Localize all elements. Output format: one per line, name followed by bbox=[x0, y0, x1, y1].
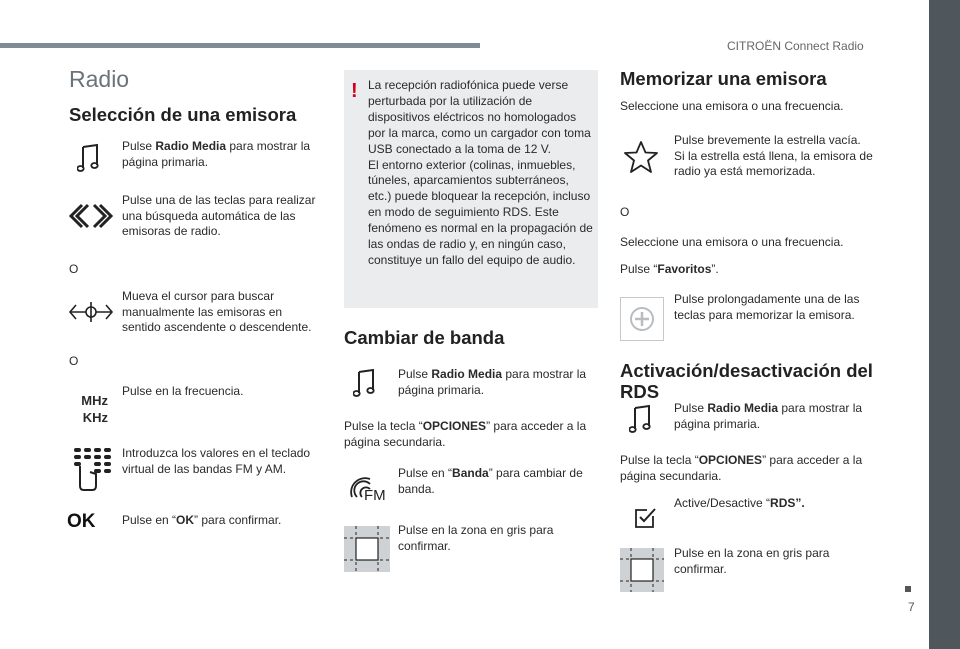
fm-label: FM bbox=[364, 487, 386, 504]
step-radio-media-2: Pulse Radio Media para mostrar la página primaria. bbox=[398, 367, 587, 397]
star-icon bbox=[622, 139, 660, 175]
mhz-label: MHz bbox=[81, 393, 108, 408]
warning-text: La recepción radiofónica puede verse perturbada por la utilización de dispositivos eléctricos no homologados por la marca, como un cargador con toma USB conectado a la toma de 12 V. El entorno exterior (colinas, inmuebles, túneles, aparcamientos subterráneos, etc.) puede bloquear la recepción, incluso en modo de seguimiento RDS. Este fenómeno es normal en la propagación de las ondas de radio y, en ningún caso, constituye un fallo del equipo de audio. bbox=[368, 78, 593, 267]
header-rule bbox=[0, 43, 480, 48]
step-rds-toggle: Active/Desactive “RDS”. bbox=[674, 496, 805, 510]
gray-zone-icon bbox=[344, 526, 390, 572]
intro-memorizar: Seleccione una emisora o una frecuencia. bbox=[620, 99, 844, 113]
step-gray-zone: Pulse en la zona en gris para confirmar. bbox=[398, 523, 554, 553]
step-frequency: Pulse en la frecuencia. bbox=[122, 384, 244, 398]
or-label: O bbox=[69, 262, 79, 276]
add-preset-icon bbox=[620, 297, 664, 341]
slider-cursor-icon bbox=[68, 300, 114, 324]
checkbox-icon bbox=[632, 505, 658, 531]
step-cursor: Mueva el cursor para buscar manualmente las emisoras en sentido ascendente o descendente. bbox=[122, 289, 312, 334]
gray-zone-icon bbox=[620, 548, 664, 592]
keypad-icon bbox=[72, 444, 112, 492]
or-label-3: O bbox=[620, 205, 630, 219]
warning-icon: ! bbox=[351, 80, 358, 102]
step-opciones: Pulse la tecla “OPCIONES” para acceder a la página secundaria. bbox=[344, 419, 587, 449]
page-number: 7 bbox=[908, 600, 915, 614]
step-star: Pulse brevemente la estrella vacía. Si la estrella está llena, la emisora de radio ya está memorizada. bbox=[674, 133, 873, 178]
music-note-icon bbox=[76, 142, 102, 174]
step-opciones-2: Pulse la tecla “OPCIONES” para acceder a la página secundaria. bbox=[620, 453, 863, 483]
or-label-2: O bbox=[69, 354, 79, 368]
music-note-icon bbox=[352, 367, 378, 399]
step-gray-zone-2: Pulse en la zona en gris para confirmar. bbox=[674, 546, 830, 576]
heading-seleccion: Selección de una emisora bbox=[69, 104, 297, 125]
step-banda: Pulse en “Banda” para cambiar de banda. bbox=[398, 466, 583, 496]
step-long-press: Pulse prolongadamente una de las teclas para memorizar la emisora. bbox=[674, 292, 860, 322]
ok-icon: OK bbox=[67, 511, 96, 532]
page-marker bbox=[905, 586, 911, 592]
step-seek: Pulse una de las teclas para realizar una búsqueda automática de las emisoras de radio. bbox=[122, 193, 316, 238]
seek-arrows-icon bbox=[68, 200, 114, 232]
step-keyboard: Introduzca los valores en el teclado virtual de las bandas FM y AM. bbox=[122, 446, 311, 476]
step-ok: Pulse en “OK” para confirmar. bbox=[122, 513, 282, 527]
brand-label: CITROËN Connect Radio bbox=[727, 39, 864, 53]
heading-cambiar-banda: Cambiar de banda bbox=[344, 327, 505, 348]
intro-memorizar-2: Seleccione una emisora o una frecuencia. bbox=[620, 235, 844, 249]
heading-rds: Activación/desactivación del RDS bbox=[620, 360, 873, 402]
section-title: Radio bbox=[69, 66, 130, 92]
frequency-icon bbox=[78, 392, 108, 426]
khz-label: KHz bbox=[82, 410, 108, 425]
heading-memorizar: Memorizar una emisora bbox=[620, 68, 827, 89]
fm-band-icon bbox=[346, 471, 390, 511]
step-radio-media: Pulse Radio Media para mostrar la página primaria. bbox=[122, 139, 311, 169]
side-tab bbox=[929, 0, 960, 649]
step-favoritos: Pulse “Favoritos”. bbox=[620, 262, 719, 276]
step-radio-media-3: Pulse Radio Media para mostrar la página primaria. bbox=[674, 401, 863, 431]
music-note-icon bbox=[628, 403, 654, 435]
